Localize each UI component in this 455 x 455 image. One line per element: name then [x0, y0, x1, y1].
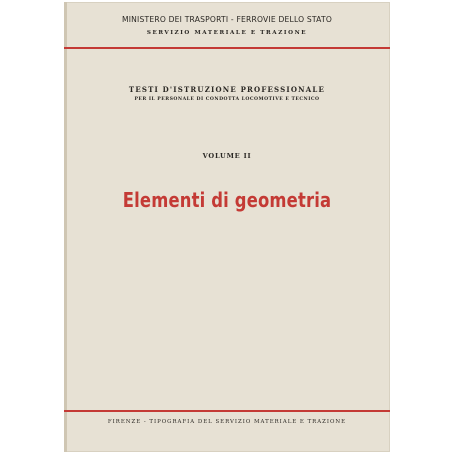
ministry-heading: MINISTERO DEI TRASPORTI - FERROVIE DELLO STATO: [121, 15, 332, 24]
service-subheading: SERVIZIO MATERIALE E TRAZIONE: [146, 30, 308, 36]
series-subtitle: PER IL PERSONALE DI CONDOTTA LOCOMOTIVE E TECNICO: [134, 97, 320, 102]
bottom-red-rule: [64, 410, 390, 412]
book-title: Elementi di geometria: [122, 188, 332, 212]
top-red-rule: [64, 47, 390, 49]
book-cover: [64, 2, 390, 452]
volume-label: VOLUME II: [202, 152, 252, 160]
cover-spine-edge: [64, 2, 67, 452]
publisher-imprint: FIRENZE - TIPOGRAFIA DEL SERVIZIO MATERIALE E TRAZIONE: [107, 419, 347, 425]
series-title: TESTI D'ISTRUZIONE PROFESSIONALE: [128, 85, 326, 94]
